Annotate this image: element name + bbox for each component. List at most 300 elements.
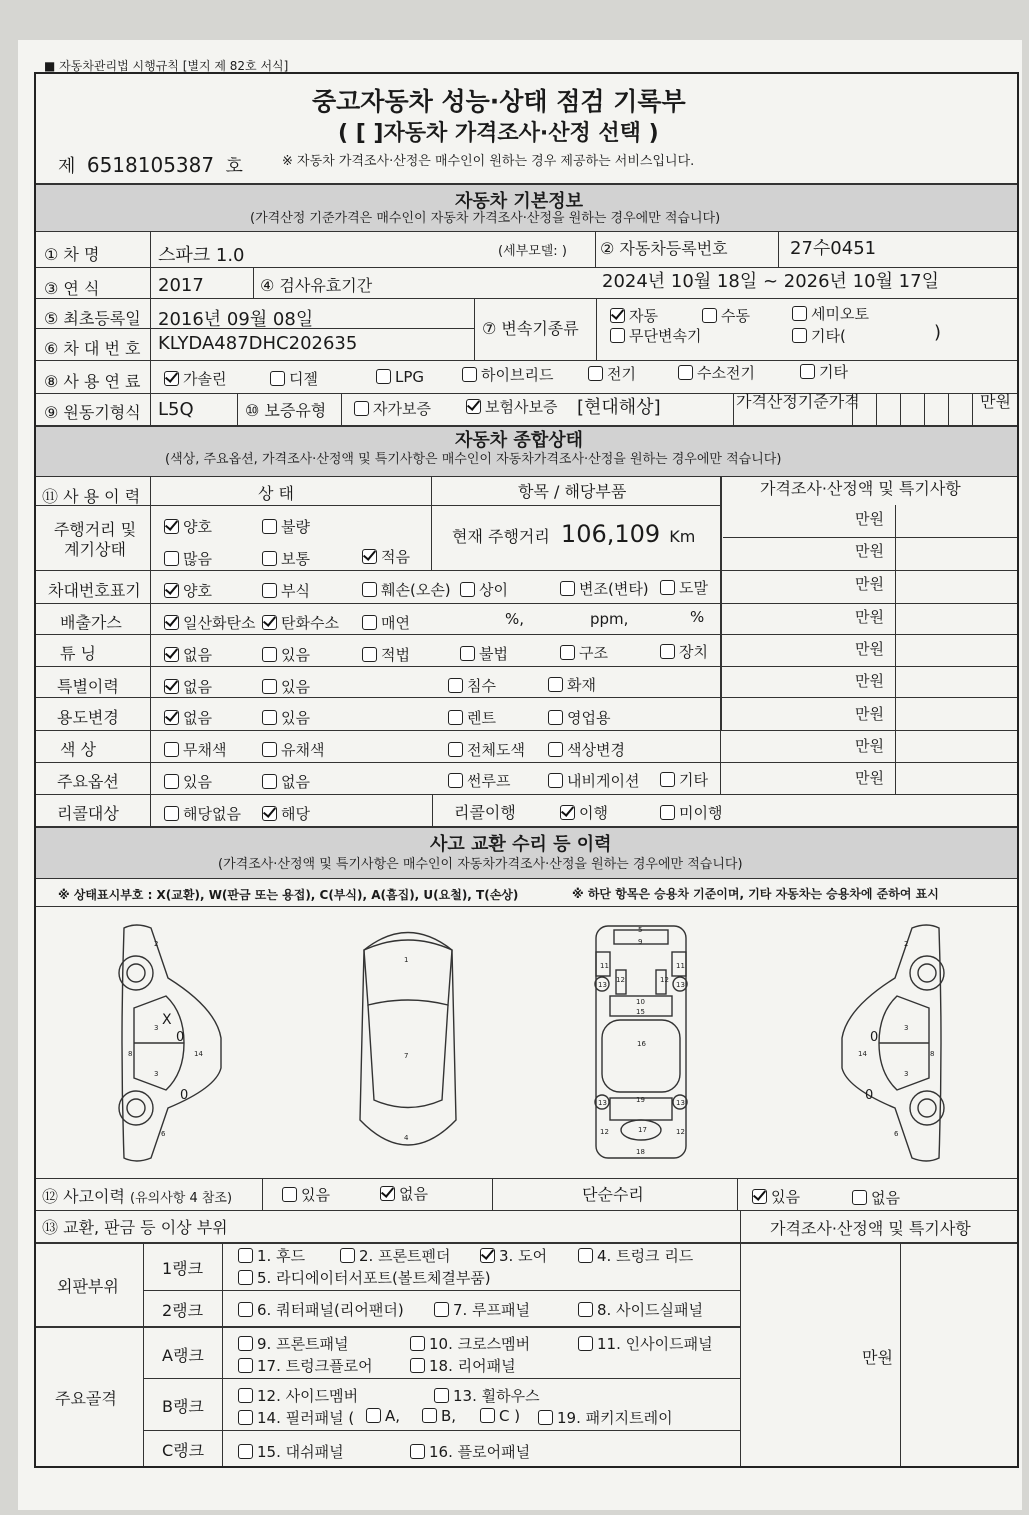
rankA2-option-label: 17. 트렁크플로어 xyxy=(257,1357,373,1375)
rankC-option-0[interactable] xyxy=(238,1441,344,1462)
rankB2-option-1[interactable] xyxy=(366,1407,400,1425)
mileage-level-option-label: 많음 xyxy=(183,550,212,568)
special-history-option-0[interactable] xyxy=(164,676,212,697)
emission-unit-hc: ppm, xyxy=(590,610,629,628)
rankB2-checkbox-2[interactable] xyxy=(422,1408,437,1423)
recall-done-option-1[interactable] xyxy=(660,802,722,823)
color-checkbox-3[interactable] xyxy=(548,742,563,757)
warranty-option-label: 자가보증 xyxy=(373,400,431,418)
fuel-option-6[interactable] xyxy=(800,361,848,382)
emission-checkbox-1[interactable] xyxy=(262,615,277,630)
tuning-option-2[interactable] xyxy=(362,644,410,665)
main-option-option-4[interactable] xyxy=(660,769,708,790)
rankA2-option-label: 18. 리어패널 xyxy=(429,1357,516,1375)
accident-history-option-label: 없음 xyxy=(399,1185,428,1203)
fuel-checkbox-0[interactable] xyxy=(164,371,179,386)
rank1-option-label: 3. 도어 xyxy=(499,1247,548,1265)
rank1-checkbox-3[interactable] xyxy=(578,1248,593,1263)
vin-marking-option-label: 훼손(오손) xyxy=(381,581,451,599)
usage-change-option-label: 있음 xyxy=(281,709,310,727)
main-option-checkbox-3[interactable] xyxy=(548,773,563,788)
mileage-level-option-1[interactable] xyxy=(262,548,310,569)
car-left-side-diagram xyxy=(106,918,241,1168)
accident-history-label xyxy=(42,1184,232,1207)
rank1b-checkbox-0[interactable] xyxy=(238,1270,253,1285)
color-option-0[interactable] xyxy=(164,739,226,760)
divider xyxy=(895,505,896,794)
rank2-option-1[interactable] xyxy=(434,1299,530,1320)
emission-option-2[interactable] xyxy=(362,612,410,633)
fuel-option-1[interactable] xyxy=(270,368,318,389)
special-history-option-2[interactable] xyxy=(448,675,496,696)
tuning-option-5[interactable] xyxy=(660,641,708,662)
price-unit-7: 만원 xyxy=(855,737,884,755)
svg-text:3: 3 xyxy=(904,1070,909,1078)
price-unit-1: 만원 xyxy=(855,542,884,560)
divider xyxy=(143,1242,144,1466)
rankB-checkbox-1[interactable] xyxy=(434,1388,449,1403)
divider xyxy=(431,476,432,570)
special-history-checkbox-3[interactable] xyxy=(548,677,563,692)
rankB-checkbox-0[interactable] xyxy=(238,1388,253,1403)
special-history-option-3[interactable] xyxy=(548,674,596,695)
fuel-option-4[interactable] xyxy=(588,363,636,384)
vin-marking-option-0[interactable] xyxy=(164,580,212,601)
mileage-level-option-2[interactable] xyxy=(362,546,410,567)
usage-change-option-3[interactable] xyxy=(548,707,610,728)
special-history-option-label: 침수 xyxy=(467,677,496,695)
rank2-option-label: 7. 루프패널 xyxy=(453,1301,531,1319)
simple-repair-option-label: 있음 xyxy=(771,1188,800,1206)
rankB-option-1[interactable] xyxy=(434,1385,540,1406)
rankB-option-label: 13. 휠하우스 xyxy=(453,1387,540,1405)
vin-marking-option-2[interactable] xyxy=(362,579,451,600)
svg-text:19: 19 xyxy=(636,1096,645,1104)
accident-history-option-label: 있음 xyxy=(301,1186,330,1204)
mileage-state-option-1[interactable] xyxy=(262,516,310,537)
price-unit-8: 만원 xyxy=(855,769,884,787)
price-unit-6: 만원 xyxy=(855,705,884,723)
color-option-3[interactable] xyxy=(548,739,625,760)
color-option-label: 유채색 xyxy=(281,741,325,759)
main-option-option-1[interactable] xyxy=(262,771,310,792)
svg-text:9: 9 xyxy=(638,938,643,946)
divider xyxy=(720,730,721,794)
fuel-checkbox-6[interactable] xyxy=(800,364,815,379)
divider xyxy=(36,360,1017,361)
rankB2-checkbox-1[interactable] xyxy=(366,1408,381,1423)
vin-marking-checkbox-5[interactable] xyxy=(660,580,675,595)
fuel-checkbox-5[interactable] xyxy=(678,365,693,380)
warranty-checkbox-1[interactable] xyxy=(466,399,481,414)
rank1-checkbox-0[interactable] xyxy=(238,1248,253,1263)
rankA2-checkbox-0[interactable] xyxy=(238,1358,253,1373)
tuning-option-1[interactable] xyxy=(262,644,310,665)
recall-option-0[interactable] xyxy=(164,803,241,824)
transmission-other-close: ) xyxy=(934,322,942,343)
warranty-label: ⑩ 보증유형 xyxy=(245,401,327,420)
reg-number-label: ② 자동차등록번호 xyxy=(600,239,728,258)
emission-option-label: 일산화탄소 xyxy=(183,614,256,632)
divider xyxy=(36,794,1017,795)
rankC-checkbox-1[interactable] xyxy=(410,1444,425,1459)
main-option-option-label: 썬루프 xyxy=(467,772,511,790)
recall-checkbox-1[interactable] xyxy=(262,806,277,821)
transmission-option-1[interactable] xyxy=(702,305,750,326)
vin-marking-checkbox-2[interactable] xyxy=(362,582,377,597)
svg-text:6: 6 xyxy=(894,1130,899,1138)
form-title: 중고자동차 성능·상태 점검 기록부 xyxy=(312,87,686,116)
svg-text:3: 3 xyxy=(154,1070,159,1078)
color-checkbox-2[interactable] xyxy=(448,742,463,757)
vin-marking-checkbox-3[interactable] xyxy=(460,582,475,597)
rankC-checkbox-0[interactable] xyxy=(238,1444,253,1459)
fuel-label: ⑧ 사 용 연 료 xyxy=(44,372,141,391)
rankA2-option-0[interactable] xyxy=(238,1355,373,1376)
car-right-side-diagram xyxy=(822,918,957,1168)
vin-marking-option-3[interactable] xyxy=(460,579,508,600)
divider xyxy=(36,570,1017,571)
model-year-label: ③ 연 식 xyxy=(44,279,100,298)
rank1b-option-0[interactable] xyxy=(238,1267,491,1288)
vin-marking-option-1[interactable] xyxy=(262,580,310,601)
color-option-2[interactable] xyxy=(448,739,525,760)
rankB2-checkbox-0[interactable] xyxy=(238,1410,253,1425)
rankB2-checkbox-4[interactable] xyxy=(538,1410,553,1425)
vin-marking-option-5[interactable] xyxy=(660,577,708,598)
mileage-state-checkbox-1[interactable] xyxy=(262,519,277,534)
rank2-checkbox-2[interactable] xyxy=(578,1302,593,1317)
transmission-label: ⑦ 변속기종류 xyxy=(482,319,579,338)
recall-label: 리콜대상 xyxy=(57,804,119,823)
price-unit-0: 만원 xyxy=(855,510,884,528)
fuel-option-label: 가솔린 xyxy=(183,370,227,388)
rankC-option-1[interactable] xyxy=(410,1441,530,1462)
rank1-option-0[interactable] xyxy=(238,1245,305,1266)
rank2-option-label: 6. 쿼터패널(리어팬더) xyxy=(257,1301,404,1319)
main-option-option-0[interactable] xyxy=(164,771,212,792)
first-registration-label: ⑤ 최초등록일 xyxy=(44,309,141,328)
parts-price-label: 가격조사·산정액 및 특기사항 xyxy=(770,1219,971,1238)
transmission-option-0[interactable] xyxy=(610,305,658,326)
mileage-level-option-label: 적음 xyxy=(381,548,410,566)
fuel-checkbox-1[interactable] xyxy=(270,371,285,386)
service-note: ※ 자동차 가격조사·산정은 매수인이 원하는 경우 제공하는 서비스입니다. xyxy=(282,154,695,169)
transmission-checkbox-1[interactable] xyxy=(702,308,717,323)
price-unit-3: 만원 xyxy=(855,608,884,626)
rankA-option-label: 10. 크로스멤버 xyxy=(429,1335,531,1353)
form-reference: ■ 자동차관리법 시행규칙 [별지 제 82호 서식] xyxy=(44,57,288,74)
mark-right-door-front: 0 xyxy=(870,1030,879,1045)
tuning-option-4[interactable] xyxy=(560,642,608,663)
rankA2-option-1[interactable] xyxy=(410,1355,516,1376)
simple-repair-checkbox-0[interactable] xyxy=(752,1189,767,1204)
rankA-option-label: 11. 인사이드패널 xyxy=(597,1335,713,1353)
svg-text:4: 4 xyxy=(404,1134,409,1142)
rank2-option-0[interactable] xyxy=(238,1299,404,1320)
rankB2-option-2[interactable] xyxy=(422,1407,456,1425)
divider xyxy=(740,1210,741,1466)
rank-b-label: B랭크 xyxy=(162,1397,204,1416)
rank1-option-2[interactable] xyxy=(480,1245,547,1266)
fuel-option-3[interactable] xyxy=(462,364,553,385)
emission-checkbox-2[interactable] xyxy=(362,615,377,630)
doc-number xyxy=(58,152,243,178)
special-history-option-1[interactable] xyxy=(262,676,310,697)
transmission-checkbox-3[interactable] xyxy=(610,328,625,343)
svg-text:16: 16 xyxy=(637,1040,646,1048)
divider xyxy=(900,393,901,425)
usage-change-option-1[interactable] xyxy=(262,707,310,728)
tuning-checkbox-1[interactable] xyxy=(262,647,277,662)
transmission-option-label: 기타( xyxy=(811,327,846,345)
main-option-option-2[interactable] xyxy=(448,770,510,791)
color-checkbox-0[interactable] xyxy=(164,742,179,757)
tuning-option-label: 있음 xyxy=(281,646,310,664)
price-unit-5: 만원 xyxy=(855,672,884,690)
rankA2-checkbox-1[interactable] xyxy=(410,1358,425,1373)
accident-note: (가격조사·산정액 및 특기사항은 매수인이 자동차가격조사·산정을 원하는 경우에만 적습니다) xyxy=(218,857,743,872)
divider xyxy=(924,393,925,425)
overall-title: 자동차 종합상태 xyxy=(455,430,583,451)
fuel-checkbox-4[interactable] xyxy=(588,366,603,381)
emission-option-0[interactable] xyxy=(164,612,255,633)
emission-option-1[interactable] xyxy=(262,612,339,633)
svg-text:7: 7 xyxy=(404,1052,409,1060)
recall-checkbox-0[interactable] xyxy=(164,806,179,821)
warranty-checkbox-0[interactable] xyxy=(354,401,369,416)
recall-done-checkbox-1[interactable] xyxy=(660,805,675,820)
tuning-option-3[interactable] xyxy=(460,643,508,664)
vin-marking-option-label: 변조(변타) xyxy=(579,580,649,598)
mileage-level-checkbox-1[interactable] xyxy=(262,551,277,566)
mileage-state-option-label: 불량 xyxy=(281,518,310,536)
engine-type-label: ⑨ 원동기형식 xyxy=(44,403,141,422)
svg-text:15: 15 xyxy=(636,1008,645,1016)
mileage-label: 주행거리 및 계기상태 xyxy=(53,520,137,559)
usage-change-option-label: 렌트 xyxy=(467,709,496,727)
doc-number-prefix: 제 xyxy=(58,156,76,177)
divider xyxy=(143,1378,740,1379)
divider xyxy=(36,231,1017,232)
tuning-option-label: 불법 xyxy=(479,645,508,663)
usage-change-checkbox-0[interactable] xyxy=(164,710,179,725)
transmission-checkbox-0[interactable] xyxy=(610,308,625,323)
vin-marking-option-label: 상이 xyxy=(479,581,508,599)
parts-price-unit: 만원 xyxy=(862,1348,893,1367)
usage-change-option-0[interactable] xyxy=(164,707,212,728)
fuel-checkbox-3[interactable] xyxy=(462,367,477,382)
rank1-option-label: 4. 트렁크 리드 xyxy=(597,1247,694,1265)
vin-marking-checkbox-4[interactable] xyxy=(560,581,575,596)
transmission-option-2[interactable] xyxy=(792,303,869,324)
special-history-option-label: 있음 xyxy=(281,678,310,696)
mark-right-door-rear: 0 xyxy=(865,1088,874,1103)
usage-change-option-2[interactable] xyxy=(448,707,496,728)
recall-done-checkbox-0[interactable] xyxy=(560,805,575,820)
tuning-option-label: 없음 xyxy=(183,646,212,664)
rankB-option-label: 12. 사이드멤버 xyxy=(257,1387,359,1405)
rankB2-checkbox-3[interactable] xyxy=(480,1408,495,1423)
transmission-checkbox-4[interactable] xyxy=(792,328,807,343)
main-option-checkbox-2[interactable] xyxy=(448,773,463,788)
main-option-option-label: 없음 xyxy=(281,773,310,791)
accident-history-checkbox-0[interactable] xyxy=(282,1187,297,1202)
svg-text:6: 6 xyxy=(161,1130,166,1138)
warranty-company: [현대해상] xyxy=(577,397,661,418)
recall-option-1[interactable] xyxy=(262,803,310,824)
divider xyxy=(900,1242,901,1466)
tuning-checkbox-2[interactable] xyxy=(362,647,377,662)
svg-text:13: 13 xyxy=(598,1099,607,1107)
fuel-option-label: 디젤 xyxy=(289,370,318,388)
main-option-option-3[interactable] xyxy=(548,770,639,791)
rank1-option-3[interactable] xyxy=(578,1245,693,1266)
tuning-option-0[interactable] xyxy=(164,644,212,665)
fuel-option-label: 기타 xyxy=(819,363,848,381)
fuel-option-0[interactable] xyxy=(164,368,226,389)
rank1b-option-label: 5. 라디에이터서포트(볼트체결부품) xyxy=(257,1269,491,1287)
rankA-option-1[interactable] xyxy=(410,1333,530,1354)
state-header: 상 태 xyxy=(258,484,294,503)
simple-repair-option-1[interactable] xyxy=(852,1187,900,1208)
rankA-checkbox-2[interactable] xyxy=(578,1336,593,1351)
rankB2-option-label: 14. 필러패널 ( xyxy=(257,1409,355,1427)
inspection-period-value: 2024년 10월 18일 ~ 2026년 10월 17일 xyxy=(602,271,939,292)
main-option-checkbox-0[interactable] xyxy=(164,774,179,789)
rankA-checkbox-1[interactable] xyxy=(410,1336,425,1351)
rank1-checkbox-1[interactable] xyxy=(340,1248,355,1263)
vin-marking-option-4[interactable] xyxy=(560,578,649,599)
rank1-checkbox-2[interactable] xyxy=(480,1248,495,1263)
special-history-checkbox-0[interactable] xyxy=(164,679,179,694)
simple-repair-checkbox-1[interactable] xyxy=(852,1190,867,1205)
fuel-option-label: 하이브리드 xyxy=(481,366,554,384)
recall-done-option-label: 미이행 xyxy=(679,804,723,822)
emission-unit-co: %, xyxy=(505,610,525,628)
divider xyxy=(595,231,596,267)
tuning-checkbox-0[interactable] xyxy=(164,647,179,662)
rankB2-option-3[interactable] xyxy=(480,1407,520,1425)
rank2-checkbox-1[interactable] xyxy=(434,1302,449,1317)
fuel-option-5[interactable] xyxy=(678,362,755,383)
color-option-1[interactable] xyxy=(262,739,324,760)
special-history-checkbox-1[interactable] xyxy=(262,679,277,694)
fuel-option-2[interactable] xyxy=(376,368,424,386)
warranty-option-1[interactable] xyxy=(466,396,557,417)
accident-history-checkbox-1[interactable] xyxy=(380,1186,395,1201)
rank2-checkbox-0[interactable] xyxy=(238,1302,253,1317)
divider xyxy=(737,1178,738,1210)
mileage-level-checkbox-0[interactable] xyxy=(164,551,179,566)
car-name-label: ① 차 명 xyxy=(44,245,100,264)
simple-repair-label: 단순수리 xyxy=(582,1185,644,1204)
tuning-checkbox-5[interactable] xyxy=(660,644,675,659)
transmission-option-4[interactable] xyxy=(792,325,846,346)
rank-2-label: 2랭크 xyxy=(162,1301,204,1320)
vin-marking-checkbox-1[interactable] xyxy=(262,583,277,598)
main-frame-label: 주요골격 xyxy=(55,1389,117,1408)
basic-info-note: (가격산정 기준가격은 매수인이 자동차 가격조사·산정을 원하는 경우에만 적습니다) xyxy=(250,211,721,226)
divider xyxy=(36,1326,740,1328)
usage-change-checkbox-3[interactable] xyxy=(548,710,563,725)
rankB-option-0[interactable] xyxy=(238,1385,358,1406)
divider xyxy=(474,298,475,360)
fuel-option-label: 전기 xyxy=(607,365,636,383)
price-base-label: 가격산정기준가격 xyxy=(736,392,860,411)
usage-change-checkbox-2[interactable] xyxy=(448,710,463,725)
divider xyxy=(723,537,1017,538)
rankA-option-0[interactable] xyxy=(238,1333,349,1354)
rankA-checkbox-0[interactable] xyxy=(238,1336,253,1351)
detail-model-label: (세부모델: ) xyxy=(498,244,567,259)
rank-a-label: A랭크 xyxy=(162,1346,204,1365)
accident-history-note: (유의사항 4 참조) xyxy=(130,1191,233,1206)
rankC-option-label: 16. 플로어패널 xyxy=(429,1443,531,1461)
accident-history-option-1[interactable] xyxy=(380,1183,428,1204)
fuel-checkbox-2[interactable] xyxy=(376,369,391,384)
simple-repair-option-0[interactable] xyxy=(752,1186,800,1207)
transmission-option-3[interactable] xyxy=(610,325,701,346)
special-history-checkbox-2[interactable] xyxy=(448,678,463,693)
rankB2-option-0[interactable] xyxy=(238,1407,354,1428)
mark-door-exchange: X xyxy=(162,1012,172,1028)
price-base-unit: 만원 xyxy=(980,392,1011,411)
transmission-checkbox-2[interactable] xyxy=(792,306,807,321)
mileage-level-option-0[interactable] xyxy=(164,548,212,569)
color-option-label: 전체도색 xyxy=(467,741,525,759)
emission-checkbox-0[interactable] xyxy=(164,615,179,630)
vin-marking-checkbox-0[interactable] xyxy=(164,583,179,598)
rankB2-option-label: A, xyxy=(385,1407,401,1425)
divider xyxy=(36,730,1017,731)
mileage-state-option-label: 양호 xyxy=(183,518,212,536)
divider xyxy=(733,393,734,425)
divider xyxy=(143,1290,740,1291)
divider xyxy=(36,878,1017,879)
recall-done-option-0[interactable] xyxy=(560,802,608,823)
svg-text:12: 12 xyxy=(600,1128,609,1136)
tuning-checkbox-3[interactable] xyxy=(460,646,475,661)
warranty-option-label: 보험사보증 xyxy=(485,398,558,416)
rank2-option-2[interactable] xyxy=(578,1299,703,1320)
usage-change-checkbox-1[interactable] xyxy=(262,710,277,725)
rankB2-option-4[interactable] xyxy=(538,1407,673,1428)
mileage-state-option-0[interactable] xyxy=(164,516,212,537)
transmission-option-label: 세미오토 xyxy=(811,305,869,323)
color-option-label: 무채색 xyxy=(183,741,227,759)
tuning-checkbox-4[interactable] xyxy=(560,645,575,660)
mileage-level-checkbox-2[interactable] xyxy=(362,549,377,564)
transmission-option-label: 무단변속기 xyxy=(629,327,702,345)
rankC-option-label: 15. 대쉬패널 xyxy=(257,1443,344,1461)
accident-history-option-0[interactable] xyxy=(282,1184,330,1205)
rankA-option-2[interactable] xyxy=(578,1333,713,1354)
main-option-checkbox-4[interactable] xyxy=(660,772,675,787)
vin-marking-option-label: 도말 xyxy=(679,579,708,597)
svg-text:2: 2 xyxy=(904,940,909,948)
main-option-checkbox-1[interactable] xyxy=(262,774,277,789)
divider xyxy=(720,476,722,730)
usage-history-header: ⑪ 사 용 이 력 xyxy=(42,487,141,506)
rank1-option-1[interactable] xyxy=(340,1245,451,1266)
main-options-label: 주요옵션 xyxy=(57,772,119,791)
mileage-state-checkbox-0[interactable] xyxy=(164,519,179,534)
tuning-option-label: 적법 xyxy=(381,646,410,664)
warranty-option-0[interactable] xyxy=(354,398,431,419)
color-checkbox-1[interactable] xyxy=(262,742,277,757)
mark-door-front: 0 xyxy=(176,1030,185,1045)
